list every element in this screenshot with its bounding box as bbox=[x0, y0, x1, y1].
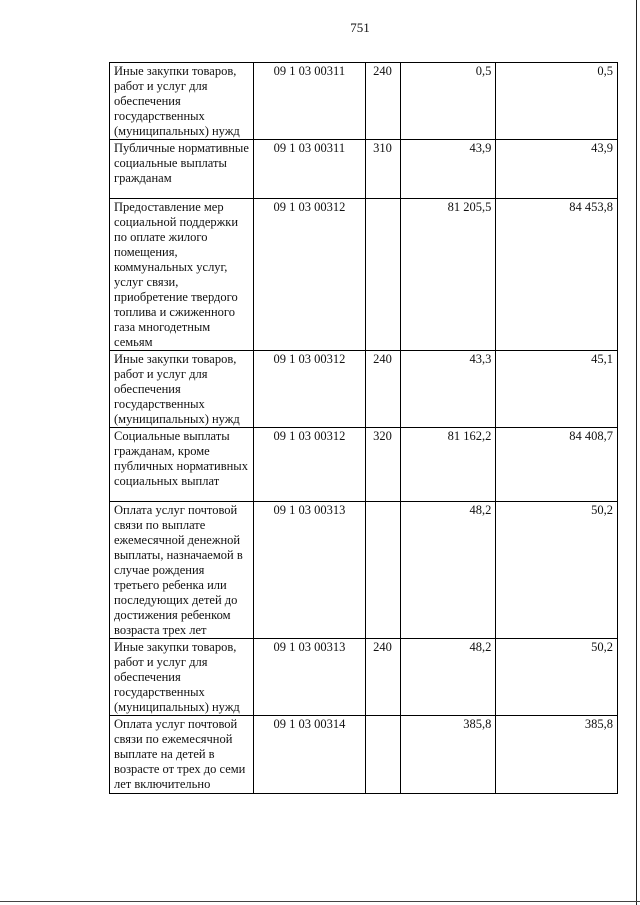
row-name: Предоставление мер социальной поддержки по оплате жилого помещения, коммунальных услуг, услуг связи, приобретение твердого топлива и сжиженного газа многодетным семьям bbox=[110, 199, 254, 351]
row-value-2: 50,2 bbox=[496, 502, 618, 639]
page-number: 751 bbox=[350, 20, 370, 35]
row-expense-type: 320 bbox=[365, 428, 400, 502]
row-value-2: 84 408,7 bbox=[496, 428, 618, 502]
row-code: 09 1 03 00312 bbox=[254, 428, 365, 502]
row-code: 09 1 03 00311 bbox=[254, 63, 365, 140]
row-name: Оплата услуг почтовой связи по ежемесячной выплате на детей в возрасте от трех до семи лет включительно bbox=[110, 716, 254, 794]
row-expense-type bbox=[365, 199, 400, 351]
row-code: 09 1 03 00313 bbox=[254, 502, 365, 639]
row-value-2: 0,5 bbox=[496, 63, 618, 140]
row-code: 09 1 03 00312 bbox=[254, 351, 365, 428]
row-expense-type: 240 bbox=[365, 639, 400, 716]
row-code: 09 1 03 00311 bbox=[254, 140, 365, 199]
row-name: Иные закупки товаров, работ и услуг для обеспечения государственных (муниципальных) нужд bbox=[110, 63, 254, 140]
row-name: Публичные нормативные социальные выплаты гражданам bbox=[110, 140, 254, 199]
row-name: Социальные выплаты гражданам, кроме публичных нормативных социальных выплат bbox=[110, 428, 254, 502]
page-edge-bottom bbox=[0, 901, 640, 902]
row-value-1: 0,5 bbox=[400, 63, 496, 140]
row-value-1: 48,2 bbox=[400, 639, 496, 716]
row-value-1: 385,8 bbox=[400, 716, 496, 794]
row-expense-type bbox=[365, 502, 400, 639]
row-code: 09 1 03 00313 bbox=[254, 639, 365, 716]
row-expense-type: 310 bbox=[365, 140, 400, 199]
page-edge-right bbox=[636, 0, 637, 905]
row-value-2: 45,1 bbox=[496, 351, 618, 428]
row-code: 09 1 03 00314 bbox=[254, 716, 365, 794]
table-row bbox=[110, 716, 618, 794]
row-value-1: 81 205,5 bbox=[400, 199, 496, 351]
row-value-2: 385,8 bbox=[496, 716, 618, 794]
row-expense-type: 240 bbox=[365, 63, 400, 140]
row-value-2: 43,9 bbox=[496, 140, 618, 199]
table-row bbox=[110, 428, 618, 502]
row-value-2: 50,2 bbox=[496, 639, 618, 716]
table-row bbox=[110, 639, 618, 716]
budget-table bbox=[109, 62, 618, 794]
table-row bbox=[110, 140, 618, 199]
row-expense-type: 240 bbox=[365, 351, 400, 428]
row-name: Иные закупки товаров, работ и услуг для обеспечения государственных (муниципальных) нужд bbox=[110, 351, 254, 428]
row-name: Оплата услуг почтовой связи по выплате ежемесячной денежной выплаты, назначаемой в случае рождения третьего ребенка или последующих детей до достижения ребенком возраста трех лет bbox=[110, 502, 254, 639]
table-row bbox=[110, 351, 618, 428]
row-name: Иные закупки товаров, работ и услуг для обеспечения государственных (муниципальных) нужд bbox=[110, 639, 254, 716]
row-value-1: 81 162,2 bbox=[400, 428, 496, 502]
table-row bbox=[110, 63, 618, 140]
table-row bbox=[110, 502, 618, 639]
row-value-1: 48,2 bbox=[400, 502, 496, 639]
row-value-2: 84 453,8 bbox=[496, 199, 618, 351]
row-value-1: 43,3 bbox=[400, 351, 496, 428]
table-row bbox=[110, 199, 618, 351]
row-value-1: 43,9 bbox=[400, 140, 496, 199]
row-code: 09 1 03 00312 bbox=[254, 199, 365, 351]
row-expense-type bbox=[365, 716, 400, 794]
